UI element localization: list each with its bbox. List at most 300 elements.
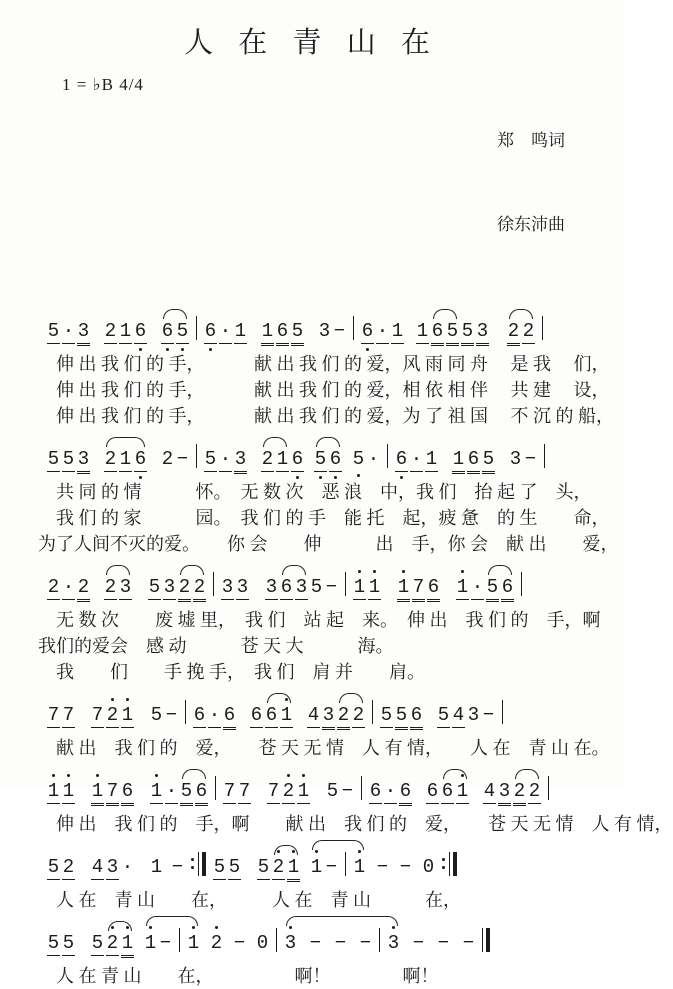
lyrics-block [0,887,623,913]
slur-arc [180,565,204,575]
bar-thin-line [482,928,483,952]
note: 3 [476,320,489,343]
lyric-line: 我们的爱会 感 动 苍 天 大 海。 [38,636,394,657]
bar-thin-line [449,852,450,876]
note: 1 [261,320,274,343]
lyric-line: 人 在 青 山 在， 啊！ 啊！ [38,966,439,987]
note: 6 [501,576,514,599]
slur-arc [282,565,306,575]
note: 5 [47,932,60,955]
note: · [367,448,380,471]
song-title: 人 在 青 山 在 [183,27,439,59]
note: 1 [276,448,289,471]
lyric-line: 无 数 次 废 墟 里， 我 们 站 起 来。 伸 出 我 们 的 手，啊 [38,610,601,631]
note: 1 [353,857,366,877]
note: · [165,780,178,803]
note: 6 [467,448,480,471]
slur-arc [286,916,398,926]
octave-dot-above [52,774,55,777]
slur-arc [106,565,130,575]
slur-group [271,857,301,880]
note: 5 [291,320,304,343]
note: 3 [106,856,119,879]
slur-arc [163,309,187,319]
barline [345,852,346,877]
note: 2 [193,576,206,599]
note: 6 [161,321,174,344]
barline [215,776,216,801]
note: 7 [238,780,251,803]
note: − [176,448,189,471]
bar-thin-line [198,852,199,876]
slur-group [309,852,367,877]
note-gap [76,871,90,872]
note-gap [247,947,255,948]
note: 2 [261,448,274,471]
slur-group [103,577,133,600]
note: 3 [322,704,335,727]
note: − [412,932,425,955]
note-gap [343,463,351,464]
note: 3 [284,933,297,953]
note: 3 [295,576,308,599]
barline [548,776,549,801]
note: − [376,856,389,879]
note: · [121,856,134,879]
note: 6 [291,449,304,472]
octave-dot-above [215,926,218,929]
note: 2 [210,933,223,953]
note: 1 [456,781,469,804]
slur-group [430,321,460,344]
lyric-line: 伸 出 我 们 的 手， 献 出 我 们 的 爱，风 雨 同 舟 是 我 们， [38,354,610,375]
note: − [159,932,172,955]
note-gap [135,719,149,720]
note: 2 [507,320,520,343]
note: 1 [452,448,465,471]
note: 7 [62,704,75,727]
slur-group [506,321,536,344]
note: 2 [282,781,295,804]
composer-credit: 徐东沛曲 [497,215,565,235]
bar-thin-line [345,572,346,596]
note: · [208,704,221,727]
note: − [233,932,246,955]
bar-thin-line [502,700,503,724]
repeat-dots [191,852,195,876]
slur-arc [316,437,340,447]
bar-thin-line [548,776,549,800]
note-gap [451,947,461,948]
lyric-line: 为了人间不灭的爱。 你 会 伸 出 手，你 会 献 出 爱， [38,534,619,555]
note: 5 [395,704,408,727]
key-signature: 1 = ♭B 4/4 [62,75,144,94]
note: 1 [119,320,132,343]
note: 0 [422,856,435,879]
note: 6 [395,449,408,472]
note-gap [323,947,333,948]
note-gap [237,719,249,720]
repeat-dots [442,852,446,876]
note: 5 [62,932,75,955]
note-gap [470,795,482,796]
bar-thin-line [521,572,522,596]
final-barline [482,928,490,953]
note: 3 [509,448,522,471]
lyric-line: 我 们 手 挽 手， 我 们 肩 并 肩。 [38,662,425,683]
lyrics-block [0,479,623,557]
note: − [482,704,495,727]
note-gap [148,335,160,336]
note: 0 [256,932,269,955]
slur-arc [263,437,287,447]
note-gap [496,463,508,464]
note: 1 [187,933,200,953]
bar-thick-line [202,852,206,876]
slur-group [440,781,470,804]
octave-dot-above [289,926,292,929]
note: 6 [204,321,217,344]
note-gap [424,719,436,720]
note: 6 [250,704,263,727]
note: 5 [228,856,241,879]
note: 1 [144,933,157,953]
note: 5 [176,321,189,344]
note: 5 [486,576,499,599]
note: · [384,780,397,803]
slur-arc [488,565,512,575]
note: 3 [467,704,480,727]
note: 1 [391,320,404,343]
note-gap [301,871,309,872]
note-gap [91,591,103,592]
note: 2 [62,856,75,879]
score [0,295,673,989]
note: 2 [106,705,119,728]
bar-thin-line [345,852,346,876]
note: 2 [528,780,541,803]
bar-thin-line [353,316,354,340]
bar-thin-line [196,444,197,468]
note: 2 [178,576,191,599]
octave-dot-above [358,850,361,853]
note: − [165,704,178,727]
note: 5 [47,320,60,343]
note: 2 [352,704,365,727]
note: 1 [425,448,438,471]
note: 3 [236,576,249,599]
music-system [0,557,623,685]
lyrics-block [0,607,623,685]
lyric-line: 我 们 的 家 园。 我 们 的 手 能 托 起，疲 惫 的 生 命， [38,508,610,529]
bar-thin-line [179,928,180,952]
lyrics-block [0,963,623,989]
note-gap [405,335,415,336]
lyrics-block [0,351,623,429]
note-gap [224,947,232,948]
lyric-line: 人 在 青 山 在， 人 在 青 山 在， [38,890,461,911]
note: 6 [369,780,382,803]
note: 6 [134,321,147,344]
note-gap [201,947,209,948]
note: 1 [368,577,381,600]
note: 5 [204,448,217,471]
lyrics-block [0,811,673,837]
note-gap [76,719,90,720]
note: 5 [150,704,163,727]
slur-group [279,577,309,600]
note-gap [135,871,149,872]
note: 5 [62,448,75,471]
note: 1 [234,320,247,343]
note: − [325,576,338,599]
note: 6 [276,320,289,343]
lyric-line: 献 出 我 们 的 爱， 苍 天 无 情 人 有 情， 人 在 青 山 在。 [38,738,610,759]
slur-group [283,928,401,953]
music-system [0,685,623,761]
note: · [219,448,232,471]
note: 7 [223,780,236,803]
note: 2 [77,576,90,599]
octave-dot-above [315,850,318,853]
note: 6 [193,704,206,727]
bar-thin-line [379,928,380,952]
note-gap [390,871,398,872]
note: · [471,576,484,599]
barline [542,316,543,341]
bar-thin-line [387,444,388,468]
note-gap [401,947,411,948]
note: − [524,448,537,471]
note-gap [490,335,506,336]
note: 2 [522,320,535,343]
slur-group [177,577,207,600]
note: 1 [297,781,310,804]
note: 1 [456,577,469,600]
octave-dot-above [96,774,99,777]
note-gap [439,463,451,464]
note-gap [91,335,103,336]
note: 6 [361,321,374,344]
slur-group [103,449,148,472]
note-gap [242,871,256,872]
note: 7 [412,576,425,599]
octave-dot-above [287,774,290,777]
music-system [0,913,623,989]
note: 2 [513,780,526,803]
note: 3 [387,933,400,953]
note-gap [311,795,325,796]
slur-group [313,449,343,472]
note: 1 [397,577,410,600]
note: 5 [257,856,270,879]
note-gap [164,871,170,872]
note-gap [133,591,147,592]
note: 6 [410,704,423,727]
note-gap [252,795,266,796]
barline [387,444,388,469]
notation-line [0,557,623,606]
meta-row [0,61,623,295]
note-gap [305,335,317,336]
note: 2 [47,576,60,599]
note: 5 [326,780,339,803]
note: 1 [119,448,132,471]
note: 3 [163,576,176,599]
note: 7 [106,780,119,803]
note: 1 [280,705,293,728]
note: 2 [106,933,119,956]
note-gap [135,947,143,948]
note: 3 [234,448,247,471]
slur-group [260,449,290,472]
note: 1 [121,933,134,956]
barline [502,700,503,725]
note: 5 [482,448,495,471]
barline [185,700,186,725]
note: 5 [310,576,323,599]
note: 7 [47,704,60,727]
note: 2 [104,320,117,343]
note-gap [426,947,436,948]
note: 1 [47,781,60,804]
note: 2 [337,704,350,727]
barline [196,444,197,469]
slur-arc [312,840,364,850]
note: 6 [427,576,440,599]
notation-line [0,837,623,886]
note: 5 [446,320,459,343]
lyric-line: 伸 出 我 们 的 手，啊 献 出 我 们 的 爱， 苍 天 无 情 人 有 情， [38,814,673,835]
note: 6 [121,780,134,803]
note: 6 [399,780,412,803]
note: 1 [310,857,323,877]
note: 4 [483,780,496,803]
notation-line [0,761,623,810]
octave-dot-above [111,698,114,701]
note-gap [76,795,90,796]
note: 5 [91,932,104,955]
slur-arc [515,769,539,779]
note: 1 [91,781,104,804]
note: 6 [329,449,342,472]
note-gap [413,871,421,872]
bar-thin-line [196,316,197,340]
note-gap [298,947,308,948]
slur-arc [509,309,533,319]
octave-dot-above [192,926,195,929]
credits-block [497,71,565,295]
note: 6 [426,780,439,803]
note-gap [367,871,375,872]
note: 7 [91,704,104,727]
slur-arc [146,916,198,926]
note: 5 [47,448,60,471]
bar-thin-line [276,928,277,952]
note: 1 [287,857,300,880]
music-system [0,761,673,837]
note: 6 [223,704,236,727]
note: 6 [195,780,208,803]
bar-thin-line [361,776,362,800]
note: 5 [148,576,161,599]
barline [179,928,180,953]
note: 3 [318,320,331,343]
music-system [0,837,623,913]
note: 1 [121,705,134,728]
barline [345,572,346,597]
lyrics-block [0,735,623,761]
barline [372,700,373,725]
note: − [341,780,354,803]
music-system [0,301,623,429]
note: 5 [352,449,365,469]
note: 3 [221,576,234,599]
octave-dot-above [373,570,376,573]
bar-thin-line [185,700,186,724]
note: 6 [441,780,454,803]
slur-group [143,928,201,953]
octave-dot-above [358,570,361,573]
barline [379,928,380,953]
note: − [462,932,475,955]
note: 1 [62,781,75,804]
repeat-end-barline [191,852,206,877]
barline [196,316,197,341]
barline [353,316,354,341]
note-gap [148,463,160,464]
note-gap [413,795,425,796]
note-gap [248,335,260,336]
note-gap [91,463,103,464]
note: 6 [265,704,278,727]
note: 1 [353,577,366,600]
lyric-line: 伸 出 我 们 的 手， 献 出 我 们 的 爱，为 了 祖 国 不 沉 的 船， [38,406,614,427]
note: 2 [161,448,174,471]
note-gap [441,591,455,592]
slur-group [179,781,209,804]
octave-dot-above [67,774,70,777]
note-gap [305,463,313,464]
slur-arc [106,437,145,447]
note: · [219,320,232,343]
note: 3 [265,576,278,599]
note: − [325,856,338,879]
note: 5 [213,856,226,879]
octave-dot-above [402,570,405,573]
octave-dot-above [392,926,395,929]
slur-group [512,781,542,804]
bar-thin-line [215,776,216,800]
note-gap [248,463,260,464]
note: − [333,320,346,343]
barline [276,928,277,953]
slur-group [160,321,190,344]
note-gap [135,795,149,796]
note: 3 [498,780,511,803]
note: 4 [307,704,320,727]
note: 2 [104,576,117,599]
notation-line [0,301,623,350]
note: 1 [150,781,163,804]
note: · [62,576,75,599]
octave-dot-above [149,926,152,929]
barline [213,572,214,597]
lyric-line: 伸 出 我 们 的 手， 献 出 我 们 的 爱，相 依 相 伴 共 建 设， [38,380,610,401]
note: 5 [380,704,393,727]
bar-thick-line [453,852,457,876]
note: − [171,856,184,879]
